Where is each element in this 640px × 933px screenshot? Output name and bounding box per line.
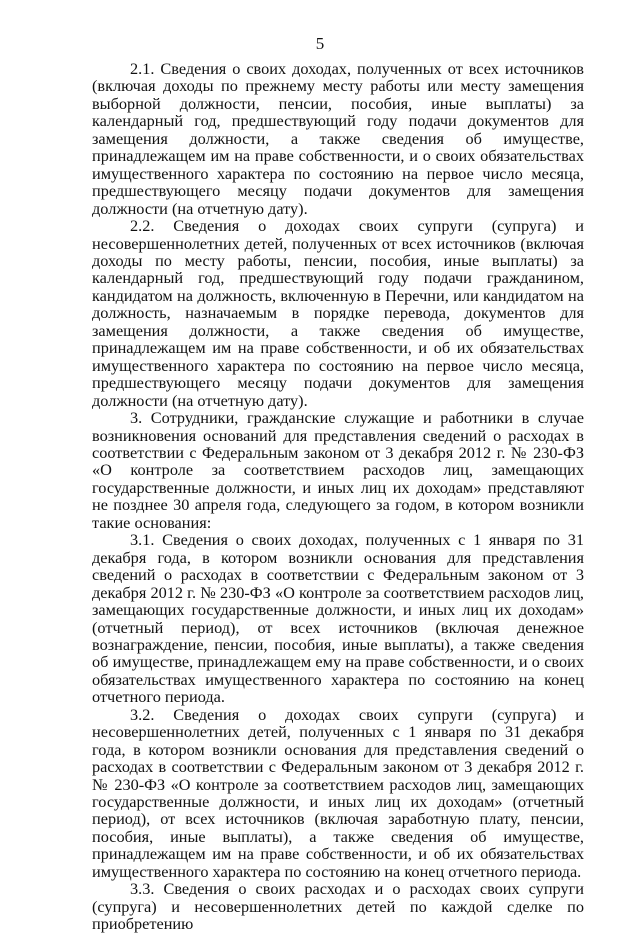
paragraph-2-1: 2.1. Сведения о своих доходах, полученных от всех источников (включая доходы по прежнему месту работы или месту замещения выборной должности, пенсии, пособия, иные выплаты) за календарный год, предшествующий году подачи документов для замещения должности, а также сведения об имуществе, принадлежащем им на праве собственности, и о своих обязательствах имущественного характера по состоянию на первое число месяца, предшествующего месяцу подачи документов для замещения должности (на отчетную дату). [92, 59, 584, 218]
paragraph-2-2: 2.2. Сведения о доходах своих супруги (супруга) и несовершеннолетних детей, полученных от всех источников (включая доходы по месту работы, пенсии, пособия, иные выплаты) за календарный год, предшествующий году подачи гражданином, кандидатом на должность, включенную в Перечни, или кандидатом на должность, назначаемым в порядке перевода, документов для замещения должности, а также сведения об имуществе, принадлежащем им на праве собственности, и об их обязательствах имущественного характера по состоянию на первое число месяца, предшествующего месяцу подачи документов для замещения должности (на отчетную дату). [92, 216, 584, 410]
paragraph-3-2: 3.2. Сведения о доходах своих супруги (супруга) и несовершеннолетних детей, полученных с 1 января по 31 декабря года, в котором возникли основания для представления сведений о расходах в соответствии с Федеральным законом от 3 декабря 2012 г. № 230-ФЗ «О контроле за соответствием расходов лиц, замещающих государственные должности, и иных лиц их доходам» (отчетный период), от всех источников (включая заработную плату, пенсии, пособия, иные выплаты), а также сведения об имуществе, принадлежащем им на праве собственности, и об их обязательствах имущественного характера по состоянию на конец отчетного периода. [92, 704, 584, 881]
document-body [92, 60, 584, 933]
paragraph-3: 3. Сотрудники, гражданские служащие и работники в случае возникновения оснований для представления сведений о расходах в соответствии с Федеральным законом от 3 декабря 2012 г. № 230-ФЗ «О контроле за соответствием расходов лиц, замещающих государственные должности, и иных лиц их доходам» представляют не позднее 30 апреля года, следующего за годом, в котором возникли такие основания: [92, 408, 584, 532]
page-number: 5 [315, 34, 325, 53]
paragraph-3-3: 3.3. Сведения о своих расходах и о расходах своих супруги (супруга) и несовершеннолетних детей по каждой сделке по приобретению [92, 879, 584, 933]
paragraph-3-1: 3.1. Сведения о своих доходах, полученных с 1 января по 31 декабря года, в котором возникли основания для представления сведений о расходах в соответствии с Федеральным законом от 3 декабря 2012 г. № 230-ФЗ «О контроле за соответствием расходов лиц, замещающих государственные должности, и иных лиц их доходам» (отчетный период), от всех источников (включая денежное вознаграждение, пенсии, пособия, иные выплаты), а также сведения об имуществе, принадлежащем ему на праве собственности, и о своих обязательствах имущественного характера по состоянию на конец отчетного периода. [92, 530, 584, 707]
